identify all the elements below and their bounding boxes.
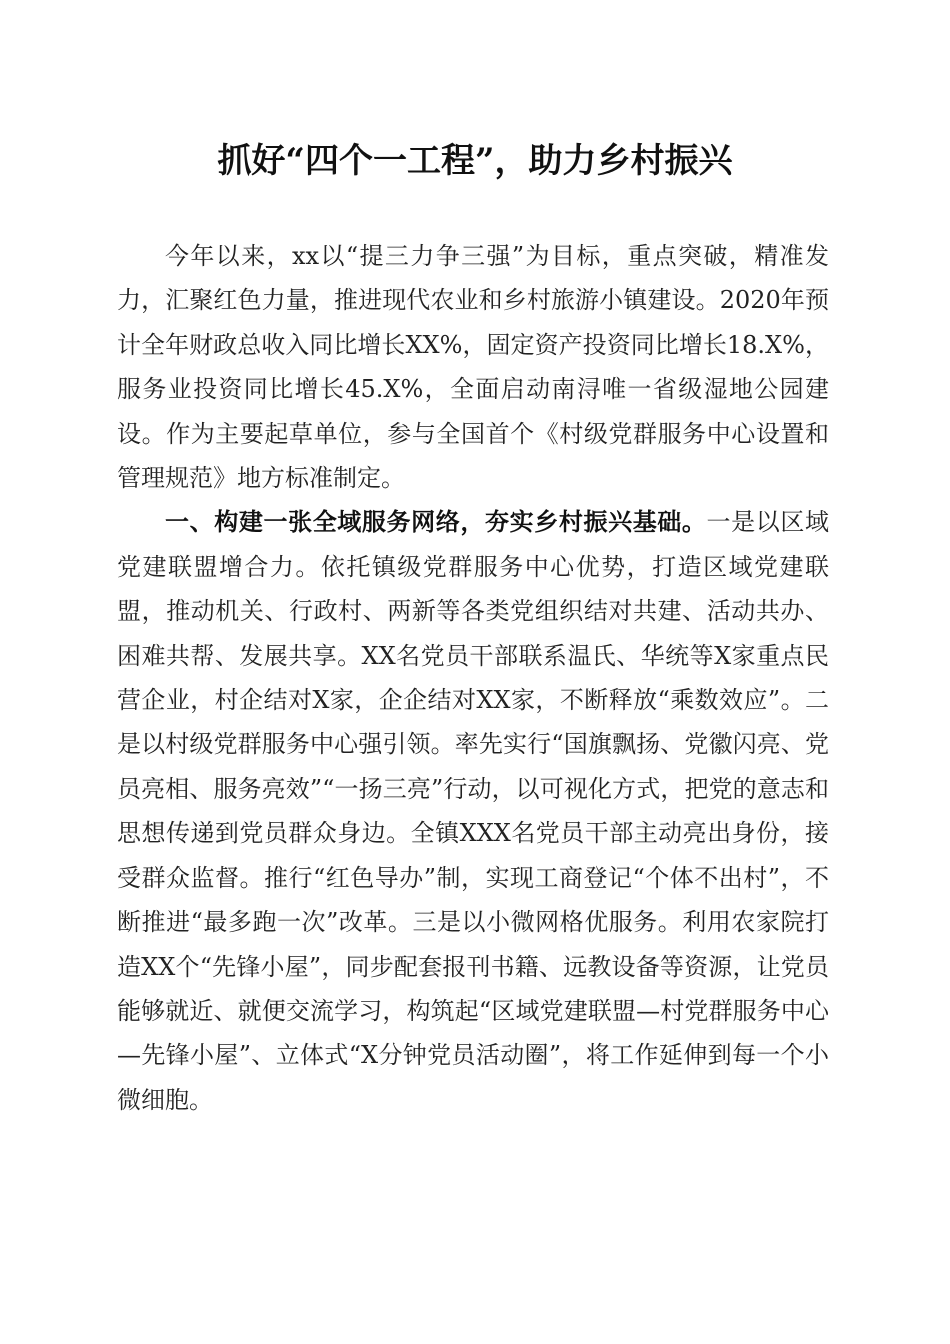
section-one-text: 一是以区域党建联盟增合力。依托镇级党群服务中心优势，打造区域党建联盟，推动机关、行政村、两新等各类党组织结对共建、活动共办、困难共帮、发展共享。XX名党员干部联系温氏、华统等X家重点民营企业，村企结对X家，企企结对XX家，不断释放“乘数效应”。二是以村级党群服务中心强引领。率先实行“国旗飘扬、党徽闪亮、党员亮相、服务亮效”“一扬三亮”行动，以可视化方式，把党的意志和思想传递到党员群众身边。全镇XXX名党员干部主动亮出身份，接受群众监督。推行“红色导办”制，实现工商登记“个体不出村”，不断推进“最多跑一次”改革。三是以小微网格优服务。利用农家院打造XX个“先锋小屋”，同步配套报刊书籍、远教设备等资源，让党员能够就近、就便交流学习，构筑起“区域党建联盟—村党群服务中心—先锋小屋”、立体式“X分钟党员活动圈”，将工作延伸到每一个小微细胞。 xyxy=(117,508,830,1114)
intro-paragraph xyxy=(117,234,829,500)
section-one-heading: 一、构建一张全域服务网络，夯实乡村振兴基础。 xyxy=(165,507,707,537)
document-body xyxy=(117,234,829,1122)
intro-paragraph-text: 今年以来，xx以“提三力争三强”为目标，重点突破，精准发力，汇聚红色力量，推进现代农业和乡村旅游小镇建设。2020年预计全年财政总收入同比增长XX%，固定资产投资同比增长18.X%，服务业投资同比增长45.X%，全面启动南浔唯一省级湿地公园建设。作为主要起草单位，参与全国首个《村级党群服务中心设置和管理规范》地方标准制定。 xyxy=(117,242,829,493)
section-one-paragraph xyxy=(117,500,829,1122)
document-title: 抓好“四个一工程”，助力乡村振兴 xyxy=(217,141,733,181)
